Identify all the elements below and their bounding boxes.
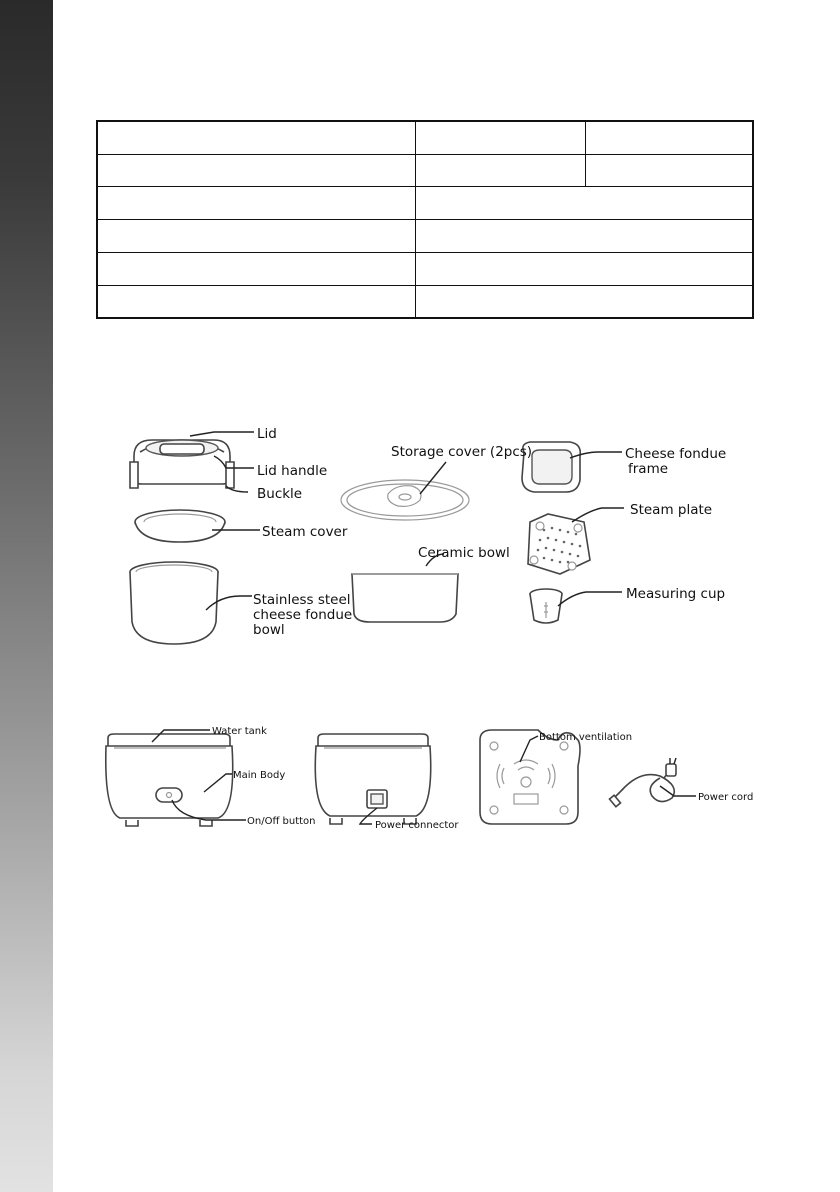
label-lid-handle: Lid handle: [257, 463, 328, 479]
label-measuring-cup: Measuring cup: [626, 586, 726, 602]
label-steam-plate: Steam plate: [630, 502, 713, 518]
label-buckle: Buckle: [257, 486, 303, 502]
label-stainless-bowl-1: Stainless steel: [253, 592, 351, 608]
storage-cover-illustration: [341, 480, 469, 520]
label-fondue-frame-1: Cheese fondue: [625, 446, 727, 462]
label-fondue-frame-2: frame: [628, 461, 669, 477]
label-steam-cover: Steam cover: [262, 524, 348, 540]
label-power-connector: Power connector: [375, 820, 459, 831]
steam-plate-illustration: [528, 514, 590, 574]
steam-cover-illustration: [135, 510, 225, 542]
label-water-tank: Water tank: [212, 726, 267, 737]
label-bottom-ventilation: Bottom ventilation: [539, 732, 633, 743]
label-main-body: Main Body: [233, 770, 286, 781]
label-on-off-button: On/Off button: [247, 816, 316, 827]
ceramic-bowl-illustration: [352, 574, 458, 622]
label-lid: Lid: [257, 426, 277, 442]
label-stainless-bowl-2: cheese fondue: [253, 607, 353, 623]
label-storage-cover: Storage cover (2pcs): [391, 444, 533, 460]
label-stainless-bowl-3: bowl: [253, 622, 285, 638]
stainless-bowl-illustration: [130, 562, 218, 644]
main-body-front-illustration: [106, 734, 233, 826]
label-ceramic-bowl: Ceramic bowl: [418, 545, 510, 561]
bottom-view-illustration: [480, 730, 580, 824]
measuring-cup-illustration: [530, 589, 562, 623]
power-cord-illustration: [609, 758, 676, 807]
lid-illustration: [130, 440, 234, 488]
label-power-cord: Power cord: [698, 792, 754, 803]
